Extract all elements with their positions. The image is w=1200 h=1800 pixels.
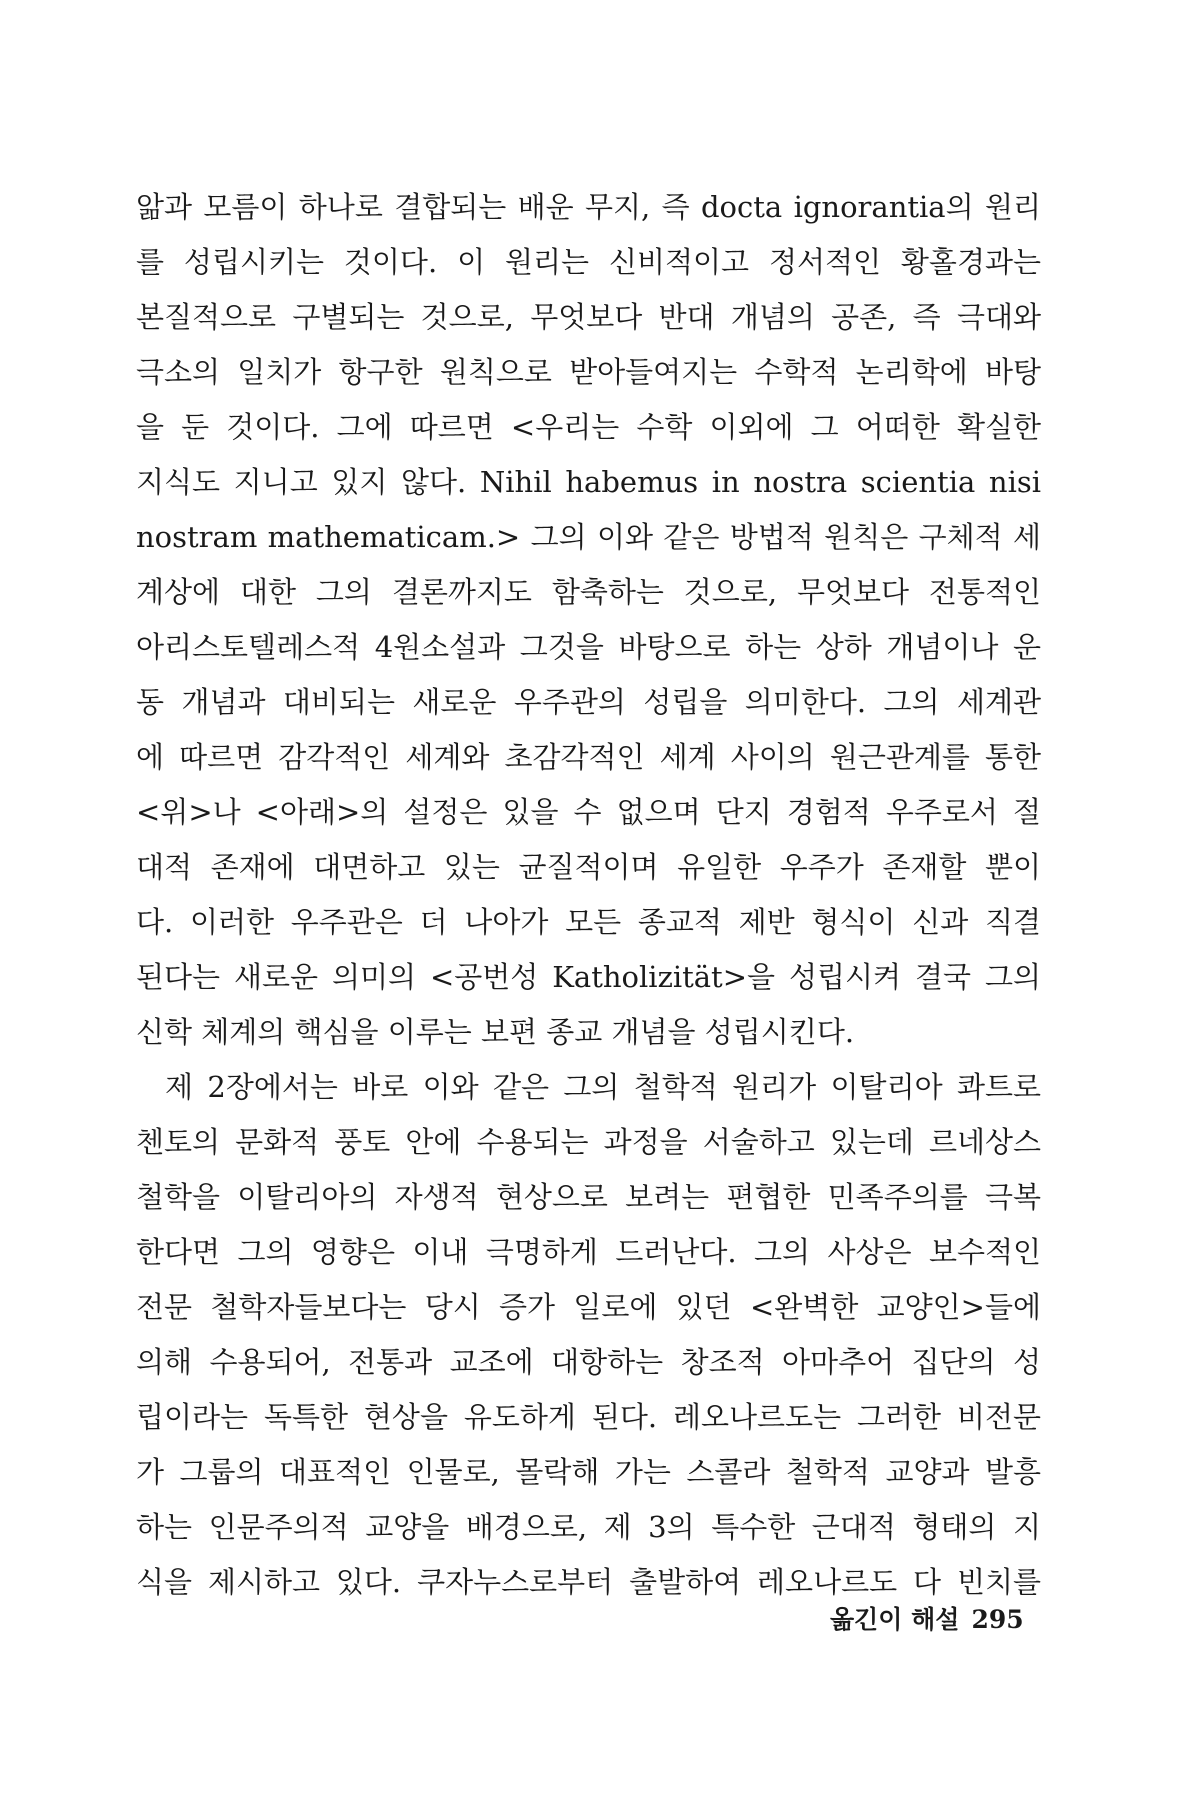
- text-line: 계상에 대한 그의 결론까지도 함축하는 것으로, 무엇보다 전통적인: [136, 575, 1041, 609]
- text-line: 지식도 지니고 있지 않다. Nihil habemus in nostra scientia nisi: [136, 465, 1041, 499]
- text-line: 한다면 그의 영향은 이내 극명하게 드러난다. 그의 사상은 보수적인: [136, 1235, 1041, 1269]
- text-line: 된다는 새로운 의미의 <공번성 Katholizität>을 성립시켜 결국 그의: [136, 960, 1041, 994]
- text-line: 립이라는 독특한 현상을 유도하게 된다. 레오나르도는 그러한 비전문: [136, 1400, 1041, 1434]
- text-line: nostram mathematicam.> 그의 이와 같은 방법적 원칙은 구체적 세: [136, 520, 1041, 554]
- text-line: 가 그룹의 대표적인 인물로, 몰락해 가는 스콜라 철학적 교양과 발흥: [136, 1455, 1041, 1489]
- page-footer: [830, 1600, 1024, 1640]
- text-line: 신학 체계의 핵심을 이루는 보편 종교 개념을 성립시킨다.: [136, 1015, 855, 1049]
- paragraph: [136, 180, 1041, 1060]
- text-line: 철학을 이탈리아의 자생적 현상으로 보려는 편협한 민족주의를 극복: [136, 1180, 1041, 1214]
- text-line: 를 성립시키는 것이다. 이 원리는 신비적이고 정서적인 황홀경과는: [136, 245, 1041, 279]
- text-line: 제 2장에서는 바로 이와 같은 그의 철학적 원리가 이탈리아 콰트로: [165, 1070, 1041, 1104]
- text-line: 앎과 모름이 하나로 결합되는 배운 무지, 즉 docta ignorantia의 원리: [136, 190, 1041, 224]
- text-line: 을 둔 것이다. 그에 따르면 <우리는 수학 이외에 그 어떠한 확실한: [136, 410, 1041, 444]
- text-line: <위>나 <아래>의 설정은 있을 수 없으며 단지 경험적 우주로서 절: [136, 795, 1041, 829]
- paragraph: [136, 1060, 1041, 1610]
- text-line: 동 개념과 대비되는 새로운 우주관의 성립을 의미한다. 그의 세계관: [136, 685, 1041, 719]
- text-line: 전문 철학자들보다는 당시 증가 일로에 있던 <완벽한 교양인>들에: [136, 1290, 1041, 1324]
- body-text: [136, 180, 1041, 1610]
- text-line: 첸토의 문화적 풍토 안에 수용되는 과정을 서술하고 있는데 르네상스: [136, 1125, 1041, 1159]
- text-line: 에 따르면 감각적인 세계와 초감각적인 세계 사이의 원근관계를 통한: [136, 740, 1041, 774]
- text-line: 아리스토텔레스적 4원소설과 그것을 바탕으로 하는 상하 개념이나 운: [136, 630, 1041, 664]
- running-head: 옮긴이 해설: [830, 1605, 960, 1634]
- text-line: 식을 제시하고 있다. 쿠자누스로부터 출발하여 레오나르도 다 빈치를: [136, 1565, 1041, 1599]
- page-number: 295: [971, 1605, 1024, 1634]
- text-line: 의해 수용되어, 전통과 교조에 대항하는 창조적 아마추어 집단의 성: [136, 1345, 1041, 1379]
- text-line: 다. 이러한 우주관은 더 나아가 모든 종교적 제반 형식이 신과 직결: [136, 905, 1041, 939]
- text-line: 극소의 일치가 항구한 원칙으로 받아들여지는 수학적 논리학에 바탕: [136, 355, 1041, 389]
- text-line: 본질적으로 구별되는 것으로, 무엇보다 반대 개념의 공존, 즉 극대와: [136, 300, 1041, 334]
- text-line: 하는 인문주의적 교양을 배경으로, 제 3의 특수한 근대적 형태의 지: [136, 1510, 1041, 1544]
- text-line: 대적 존재에 대면하고 있는 균질적이며 유일한 우주가 존재할 뿐이: [136, 850, 1041, 884]
